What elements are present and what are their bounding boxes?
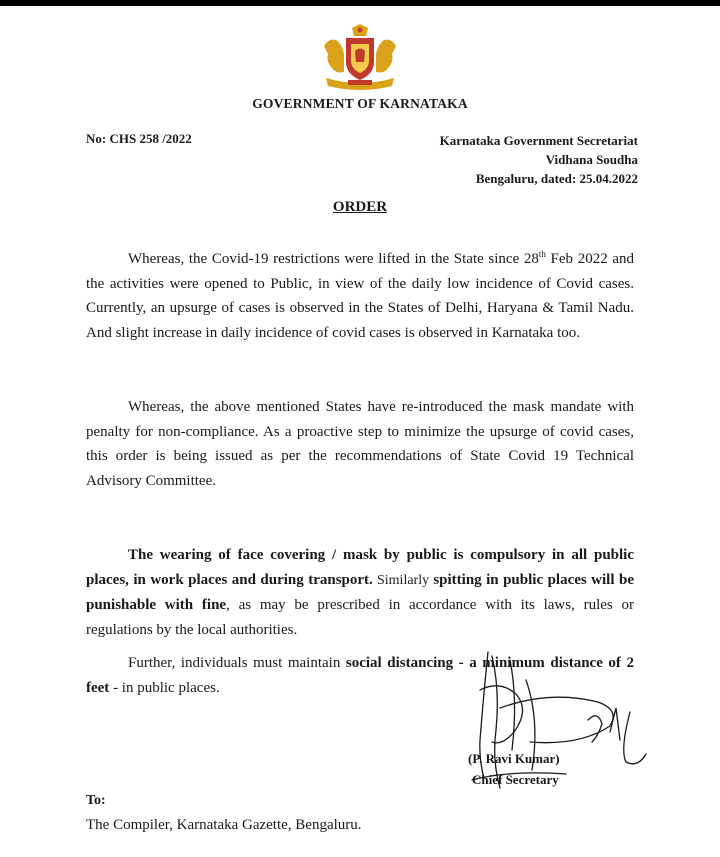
paragraph-1-text-a: Whereas, the Covid-19 restrictions were lifted in the State since 28 bbox=[128, 251, 539, 267]
government-title: GOVERNMENT OF KARNATAKA bbox=[252, 96, 468, 111]
signatory-name: (P. Ravi Kumar) bbox=[468, 751, 560, 766]
signatory-title: Chief Secretary bbox=[472, 772, 559, 787]
reference-number: No: CHS 258 /2022 bbox=[86, 131, 192, 146]
address-line: Karnataka Government Secretariat bbox=[439, 133, 638, 148]
address-block bbox=[440, 131, 638, 188]
mask-mandate-text: The wearing of face covering / mask by public is compulsory in all public places, in work places and during transport. bbox=[86, 547, 634, 588]
spitting-fine-text: spitting in public places will be punishable with fine bbox=[86, 571, 634, 613]
recipient: The Compiler, Karnataka Gazette, Bengaluru. bbox=[86, 817, 362, 833]
karnataka-emblem-icon bbox=[318, 24, 402, 92]
order-date: Bengaluru, dated: 25.04.2022 bbox=[475, 171, 638, 186]
address-line: Vidhana Soudha bbox=[545, 152, 638, 167]
paragraph-3-connector: Similarly bbox=[372, 572, 434, 588]
paragraph-1 bbox=[86, 247, 634, 345]
superscript-th: th bbox=[538, 249, 546, 259]
top-border bbox=[0, 0, 720, 6]
to-label: To: bbox=[86, 793, 106, 808]
paragraph-1-text-b: Feb 2022 and the activities were opened to Public, in view of the daily low incidence of Covid cases. Currently, an upsurge of cases is observed in the States of Delhi, Haryana & Tamil Nadu. And slight increase in daily incidence of covid cases is observed in Karnataka too. bbox=[86, 251, 634, 341]
order-title: ORDER bbox=[332, 199, 388, 215]
paragraph-2: Whereas, the above mentioned States have re-introduced the mask mandate with penalty for non-compliance. As a proactive step to minimize the upsurge of covid cases, this order is being issued as per the recommendations of State Covid 19 Technical Advisory Committee. bbox=[86, 399, 634, 489]
paragraph-3-end: , as may be prescribed in accordance with its laws, rules or regulations by the local authorities. bbox=[86, 597, 635, 638]
paragraph-3 bbox=[86, 543, 634, 642]
paragraph-4-text-a: Further, individuals must maintain bbox=[128, 655, 346, 671]
paragraph-4-end: - in public places. bbox=[109, 679, 220, 696]
social-distancing-text: social distancing - a minimum distance of 2 feet bbox=[86, 655, 634, 696]
